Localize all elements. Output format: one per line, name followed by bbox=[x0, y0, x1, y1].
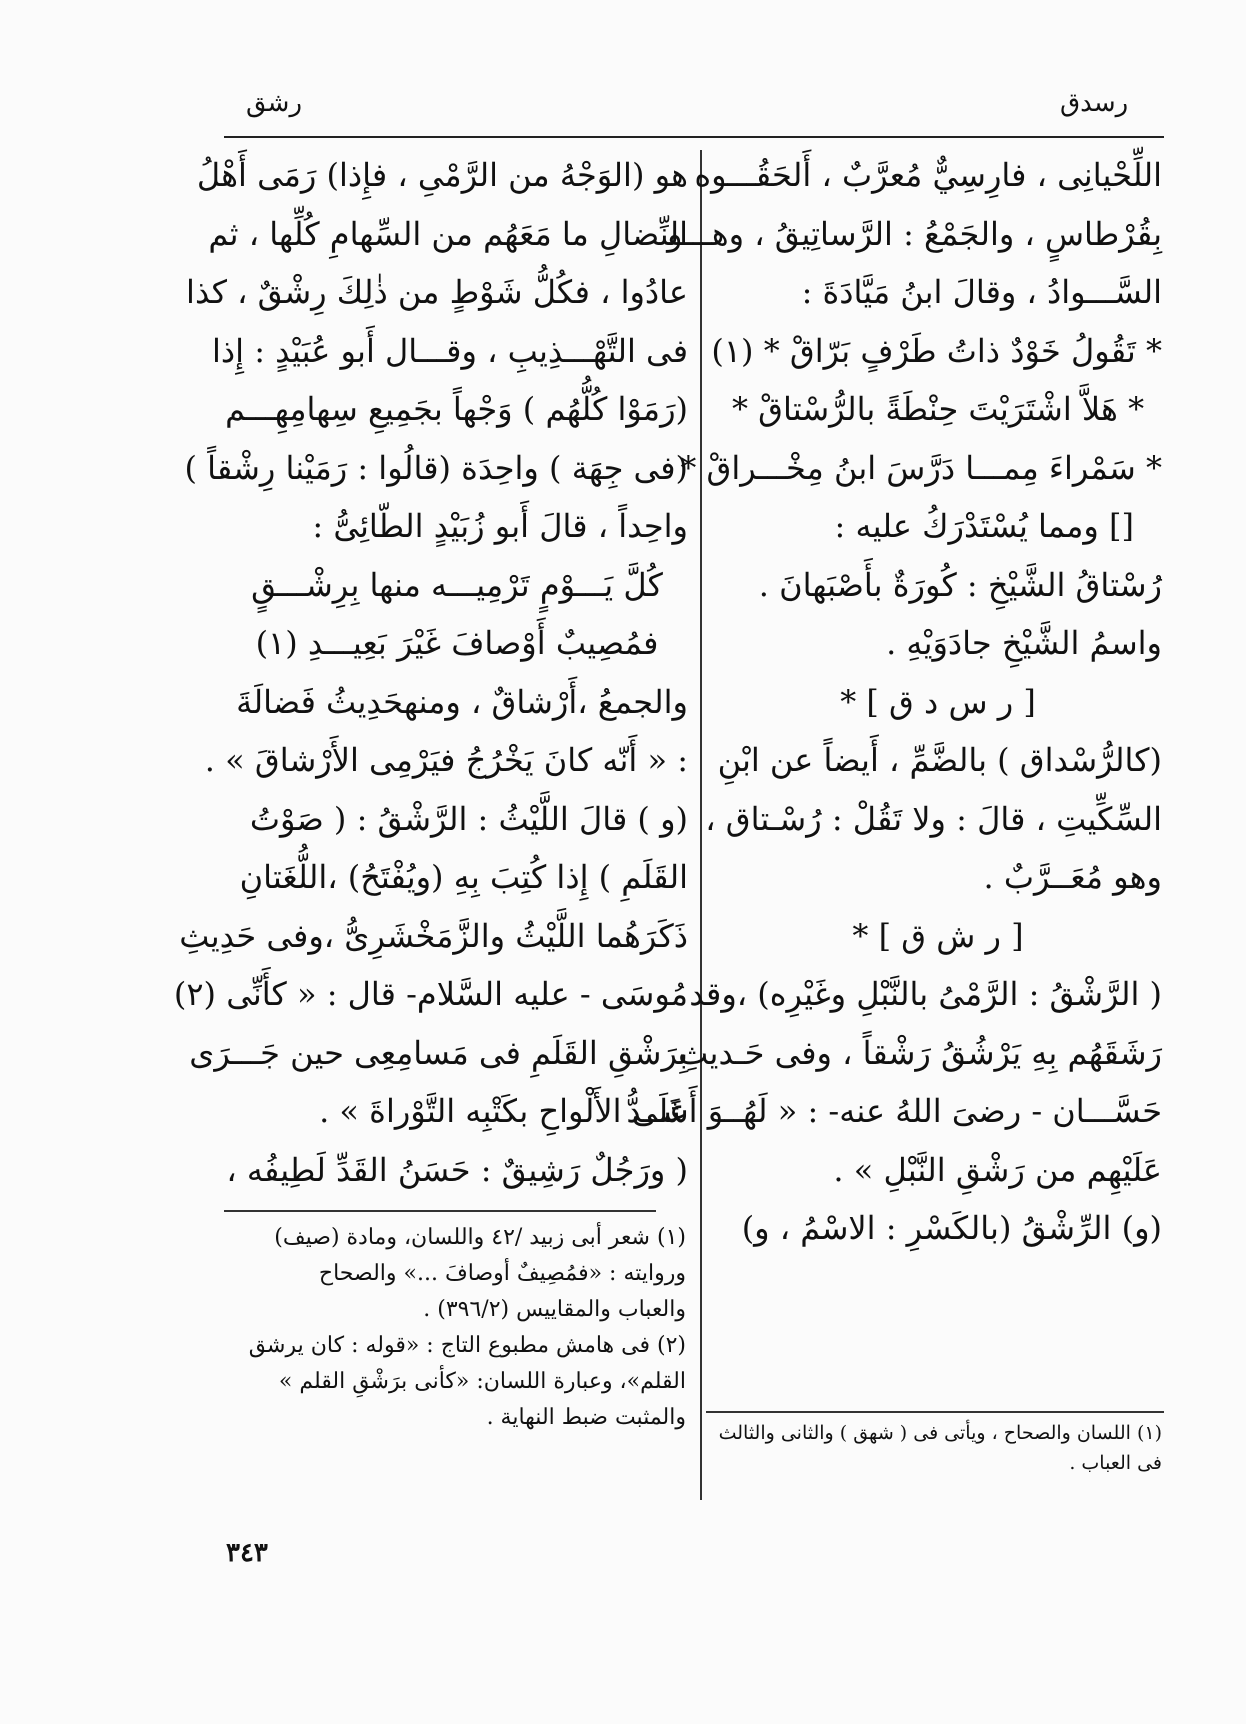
running-head-left: رشق bbox=[246, 88, 303, 118]
text-line: هو (الوَجْهُ من الرَّمْىِ ، فإِذا) رَمَى أَهْلُ bbox=[196, 156, 688, 194]
text-line: واحِداً ، قالَ أَبو زُبَيْدٍ الطّائِىُّ : bbox=[312, 507, 688, 545]
text-line: رُسْتاقُ الشَّيْخِ : كُورَةٌ بأَصْبَهانَ . bbox=[758, 565, 1162, 604]
footnote-rule-left bbox=[224, 1210, 656, 1212]
footnote-line: والمثبت ضبط النهاية . bbox=[486, 1405, 686, 1430]
text-line: (رَمَوْا كُلُّهُم ) وَجْهاً بجَمِيعِ سِهامِهِـــم bbox=[225, 390, 688, 428]
text-line: عادُوا ، فكُلُّ شَوْطٍ من ذٰلِكَ رِشْقٌ ، كذا bbox=[186, 273, 688, 311]
right-column bbox=[626, 146, 1162, 1258]
text-line: حَسَّـــان - رضىَ اللهُ عنه- : « لَهُــوَ أَشَــدُّ bbox=[626, 1092, 1162, 1130]
entry-heading: [ ر س د ق ] * bbox=[840, 682, 1036, 721]
verse-line: * تَقُولُ خَوْدٌ ذاتُ طَرْفٍ بَرّاقْ * (١) bbox=[711, 331, 1162, 370]
footnote-line: (١) شعر أبى زبيد /٤٢ واللسان، ومادة (صيف) bbox=[274, 1225, 686, 1250]
text-line: (و ) قالَ اللَّيْثُ : الرَّشْقُ : ( صَوْتُ bbox=[249, 799, 688, 838]
verse-line: فمُصِيبٌ أَوْصافَ غَيْرَ بَعِيـــدِ (١) bbox=[255, 624, 659, 662]
text-line: مُوسَى - عليه السَّلام- قال : « كأَنِّى (٢) bbox=[173, 975, 688, 1013]
footnote-line: (٢) فى هامش مطبوع التاج : «قوله : كان يرشق bbox=[248, 1333, 686, 1358]
footnote-line: وروايته : «فمُصِيفٌ أوصافَ ...» والصحاح bbox=[318, 1261, 686, 1286]
text-line: رَشَقَهُم بِهِ يَرْشُقُ رَشْقاً ، وفى حَـديثِ bbox=[678, 1033, 1162, 1072]
text-line: والجمعُ ،أَرْشاقٌ ، ومنهحَدِيثُ فَضالَةَ bbox=[236, 682, 688, 721]
text-line: عَلَى الأَلْواحِ بكَتْبِه التَّوْراةَ » . bbox=[319, 1092, 688, 1130]
verse-line: * سَمْراءَ مِمـــا دَرَّسَ ابنُ مِخْـــراقْ * bbox=[680, 448, 1162, 487]
text-line: وهو مُعَــرَّبٌ . bbox=[983, 858, 1162, 896]
text-line: السَّـــوادُ ، وقالَ ابنُ مَيَّادَةَ : bbox=[801, 273, 1162, 311]
text-line: فى التَّهْـــذِيبِ ، وقـــال أَبو عُبَيْدٍ : إِذا bbox=[211, 331, 688, 370]
footnote-line: والعباب والمقاييس (٣٩٦/٢) . bbox=[423, 1297, 686, 1322]
left-column bbox=[173, 146, 688, 1199]
footnote-right: (١) اللسان والصحاح ، ويأتى فى ( شهق ) والثانى والثالث فى العباب . bbox=[718, 1422, 1162, 1474]
text-line: ( الرَّشْقُ : الرَّمْىُ بالنَّبْلِ وغَيْرِه) ،وقد bbox=[689, 975, 1162, 1013]
text-line: السِّكِّيتِ ، قالَ : ولا تَقُلْ : رُسْـتاق ، bbox=[705, 799, 1162, 838]
running-head-right: رسدق bbox=[1060, 88, 1129, 118]
entry-heading: [ ر ش ق ] * bbox=[852, 916, 1024, 955]
text-line: بِقُرْطاسٍ ، والجَمْعُ : الرَّساتِيقُ ، وهـــو bbox=[667, 214, 1162, 253]
text-line: (كالرُّسْداق ) بالضَّمِّ ، أَيضاً عن ابْنِ bbox=[717, 741, 1162, 779]
text-line: بِرَشْقِ القَلَمِ فى مَسامِعِى حين جَـــرَى bbox=[189, 1033, 688, 1072]
verse-line: كُلَّ يَـــوْمٍ تَرْمِيـــه منها بِرِشْـــقٍ bbox=[251, 565, 663, 604]
header-rule bbox=[224, 136, 1164, 138]
text-line: عَلَيْهِم من رَشْقِ النَّبْلِ » . bbox=[833, 1150, 1162, 1189]
text-line: ذَكَرَهُما اللَّيْثُ والزَّمَخْشَرِىُّ ،وفى حَدِيثِ bbox=[179, 916, 688, 955]
text-line: ( ورَجُلٌ رَشِيقٌ : حَسَنُ القَدِّ لَطِيفُه ، bbox=[226, 1150, 688, 1189]
text-line: [] ومما يُسْتَدْرَكُ عليه : bbox=[834, 507, 1134, 545]
text-line: القَلَمِ ) إِذا كُتِبَ بِهِ (ويُفْتَحُ) ،اللُّغَتانِ bbox=[239, 858, 688, 896]
text-line: اللِّحْيانِى ، فارِسِيٌّ مُعرَّبٌ ، أَلحَقُـــوه bbox=[694, 156, 1162, 194]
text-line: (فى جِهَة ) واحِدَة (قالُوا : رَمَيْنا رِشْقاً ) bbox=[184, 448, 688, 487]
footnote-rule-right bbox=[706, 1411, 1164, 1413]
footnotes-left bbox=[226, 1220, 686, 1436]
text-line: واسمُ الشَّيْخِ جادَوَيْهِ . bbox=[886, 624, 1162, 662]
page-number: ٣٤٣ bbox=[226, 1538, 268, 1568]
text-line: (و) الرِّشْقُ (بالكَسْرِ : الاسْمُ ، و) bbox=[741, 1209, 1162, 1247]
column-divider bbox=[700, 150, 702, 1500]
text-line: النِّضالِ ما مَعَهُم من السِّهامِ كُلِّها ، ثم bbox=[208, 214, 688, 253]
text-line: : « أَنّه كانَ يَخْرُجُ فيَرْمِى الأَرْشاقَ » . bbox=[204, 741, 688, 779]
footnote-line: القلم»، وعبارة اللسان: «كأنى برَشْقِ القلم » bbox=[278, 1369, 686, 1394]
verse-line: * هَلاَّ اشْتَرَيْتَ حِنْطَةً بالرُّسْتاقْ * bbox=[731, 390, 1145, 428]
